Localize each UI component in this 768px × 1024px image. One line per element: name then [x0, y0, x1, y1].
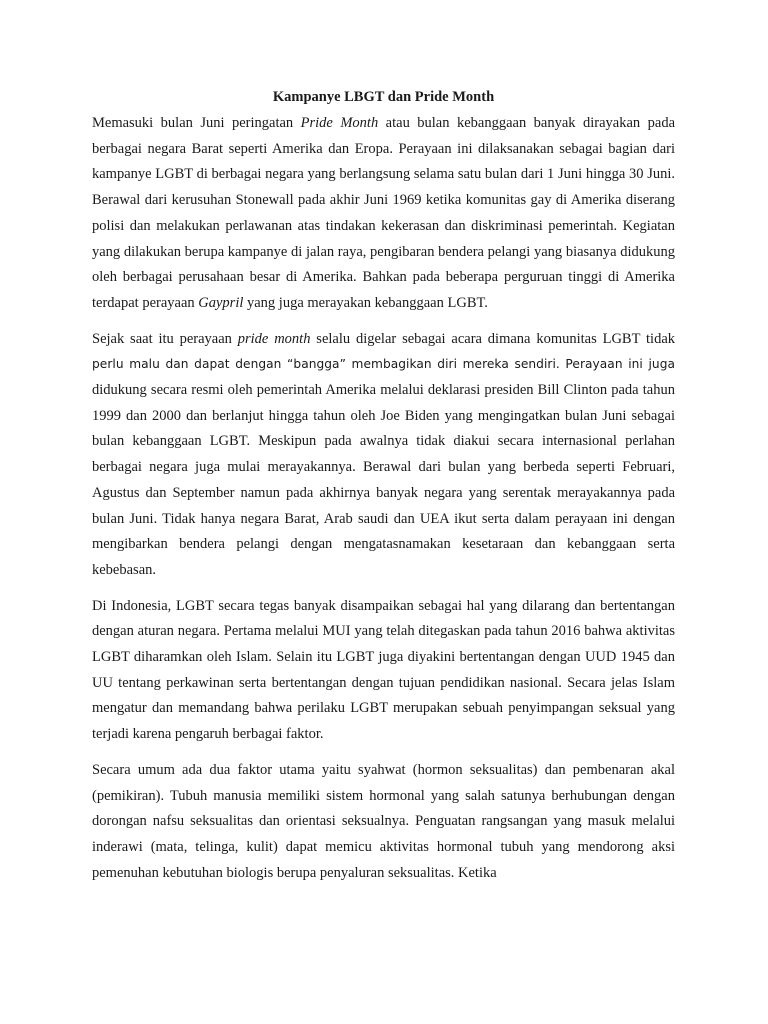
- paragraph-2-text-c: selalu digelar sebagai acara dimana komunitas LGBT tidak: [310, 330, 676, 347]
- page-title: Kampanye LBGT dan Pride Month: [272, 89, 495, 105]
- paragraph-1: [92, 111, 675, 317]
- paragraph-1-text-c: atau bulan kebanggaan banyak dirayakan pada berbagai negara Barat seperti Amerika dan Eropa. Perayaan ini dilaksanakan sebagai bagian dari kampanye LGBT di berbagai negara yang berlangsung selama satu bulan dari 1 Juni hingga 30 Juni. Berawal dari kerusuhan Stonewall pada akhir Juni 1969 ketika komunitas gay di Amerika diserang polisi dan melakukan perlawanan atas tindakan kekerasan dan diskriminasi pemerintah. Kegiatan yang dilakukan berupa kampanye di jalan raya, pengibaran bendera pelangi yang biasanya didukung oleh berbagai perusahaan besar di Amerika. Bahkan pada beberapa perguruan tinggi di Amerika terdapat perayaan: [92, 115, 676, 311]
- paragraph-2-text-e: didukung secara resmi oleh pemerintah Amerika melalui deklarasi presiden Bill Clinton pada tahun 1999 dan 2000 dan berlanjut hingga tahun oleh Joe Biden yang mengingatkan bulan Juni sebagai bulan kebanggaan LGBT. Meskipun pada awalnya tidak diakui secara internasional perlahan berbagai negara juga mulai merayakannya. Berawal dari bulan yang berbeda seperti Februari, Agustus dan September namun pada akhirnya banyak negara yang serentak merayakannya pada bulan Juni. Tidak hanya negara Barat, Arab saudi dan UEA ikut serta dalam perayaan ini dengan mengibarkan bendera pelangi dengan mengatasnamakan kesetaraan dan kebanggaan serta kebebasan.: [92, 382, 675, 578]
- document-body: [92, 88, 675, 896]
- paragraph-1-italic-gaypril: Gaypril: [198, 294, 244, 311]
- paragraph-2-text-a: Sejak saat itu perayaan: [92, 330, 238, 347]
- paragraph-1-text-a: Memasuki bulan Juni peringatan: [92, 115, 301, 131]
- paragraph-1-italic-pride-month: Pride Month: [300, 115, 379, 131]
- paragraph-4: Secara umum ada dua faktor utama yaitu syahwat (hormon seksualitas) dan pembenaran akal (pemikiran). Tubuh manusia memiliki sistem hormonal yang salah satunya berhubungan dengan dorongan nafsu seksualitas dan orientasi seksualnya. Penguatan rangsangan yang masuk melalui inderawi (mata, telinga, kulit) dapat memicu aktivitas hormonal tubuh yang mendorong aksi pemenuhan kebutuhan biologis berupa penyaluran seksualitas. Ketika: [92, 761, 675, 881]
- paragraph-1-text-e: yang juga merayakan kebanggaan LGBT.: [243, 294, 488, 311]
- paragraph-2: [92, 327, 675, 584]
- paragraph-2-alt-font-line: perlu malu dan dapat dengan “bangga” membagikan diri mereka sendiri. Perayaan ini juga: [92, 357, 675, 372]
- paragraph-3: Di Indonesia, LGBT secara tegas banyak disampaikan sebagai hal yang dilarang dan bertentangan dengan aturan negara. Pertama melalui MUI yang telah ditegaskan pada tahun 2016 bahwa aktivitas LGBT diharamkan oleh Islam. Selain itu LGBT juga diyakini bertentangan dengan UUD 1945 dan UU tentang perkawinan serta bertentangan dengan tujuan pendidikan nasional. Secara jelas Islam mengatur dan memandang bahwa perilaku LGBT merupakan sebuah penyimpangan seksual yang terjadi karena pengaruh berbagai faktor.: [92, 597, 675, 743]
- paragraph-2-italic-pride-month: pride month: [237, 330, 311, 347]
